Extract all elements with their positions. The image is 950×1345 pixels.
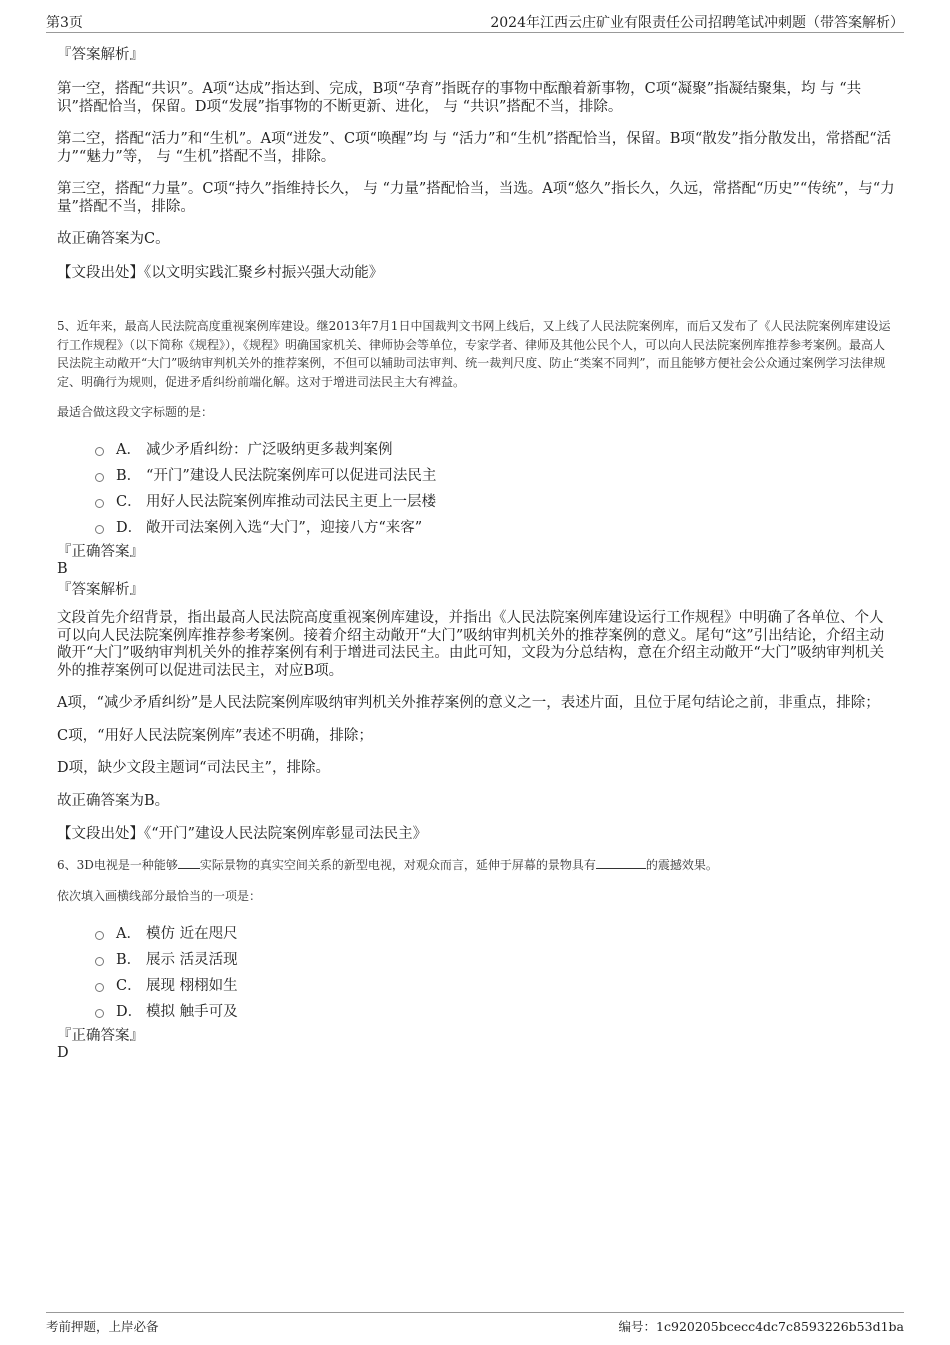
q4-source: 【文段出处】《以文明实践汇聚乡村振兴强大动能》 [57,264,384,281]
option-letter: C． [116,977,142,994]
option-text: 敞开司法案例入选“大门”，迎接八方“来客” [146,519,423,536]
option-text: 用好人民法院案例库推动司法民主更上一层楼 [146,493,436,510]
radio-icon[interactable] [95,499,104,508]
q6-option-d[interactable] [95,997,895,1023]
q5-option-c[interactable] [95,487,895,513]
option-letter: B． [116,951,142,968]
option-text: 展现 栩栩如生 [146,977,238,994]
radio-icon[interactable] [95,983,104,992]
q5-source: 【文段出处】《“开门”建设人民法院案例库彰显司法民主》 [57,826,428,842]
blank-2 [596,856,646,869]
option-letter: A． [116,441,141,458]
radio-icon[interactable] [95,931,104,940]
page-content [57,44,895,1061]
q4-analysis-para-2: 第二空，搭配“活力”和“生机”。A项“迸发”、C项“唤醒”均 与 “活力”和“生机”搭配恰当，保留。B项“散发”指分散发出，常搭配“活力”“魅力”等， 与 “生机”搭配不当，排除。 [57,131,892,165]
q5-option-a[interactable] [95,435,895,461]
blank-1 [178,856,200,869]
q5-option-d[interactable] [95,513,895,539]
q6-stem [57,856,895,875]
q6-stem-part-2: 实际景物的真实空间关系的新型电视，对观众而言，延伸于屏幕的景物具有 [199,857,596,872]
option-text: 模拟 触手可及 [146,1003,238,1020]
option-letter: B． [116,467,142,484]
q6-option-c[interactable] [95,971,895,997]
radio-icon[interactable] [95,525,104,534]
q6-stem-part-3: 的震撼效果。 [645,857,718,872]
radio-icon[interactable] [95,1009,104,1018]
q6-stem-part-1: 6、3D电视是一种能够 [57,857,178,872]
q6-answer-label: 『正确答案』 [57,1028,144,1044]
q6-answer: D [57,1045,69,1061]
option-text: “开门”建设人民法院案例库可以促进司法民主 [146,467,437,484]
q4-analysis-para-3: 第三空，搭配“力量”。C项“持久”指维持长久， 与 “力量”搭配恰当，当选。A项“悠久”指长久，久远，常搭配“历史”“传统”，与“力量”搭配不当，排除。 [57,181,895,215]
page-header [46,10,904,33]
radio-icon[interactable] [95,957,104,966]
q6-option-b[interactable] [95,945,895,971]
q5-analysis-para-1: 文段首先介绍背景，指出最高人民法院高度重视案例库建设，并指出《人民法院案例库建设运行工作规程》中明确了各单位、个人可以向人民法院案例库推荐参考案例。接着介绍主动敞开“大门”吸纳审判机关外的推荐案例的意义。尾句“这”引出结论，介绍主动敞开“大门”吸纳审判机关外的推荐案例有利于增进司法民主。由此可知，文段为分总结构，意在介绍主动敞开“大门”吸纳审判机关外的推荐案例可以促进司法民主，对应B项。 [57,610,885,679]
option-letter: D． [116,1003,143,1020]
q5-stem: 5、近年来，最高人民法院高度重视案例库建设。继2013年7月1日中国裁判文书网上线后，又上线了人民法院案例库，而后又发布了《人民法院案例库建设运行工作规程》（以下简称《规程》），《规程》明确国家机关、律师协会等单位，专家学者、律师及其他公民个人，可以向人民法院案例库推荐参考案例。最高人民法院主动敞开“大门”吸纳审判机关外的推荐案例，不但可以辅助司法审判、统一裁判尺度、防止“类案不同判”，而且能够方便社会公众通过案例学习法律规定、明确行为规则，促进矛盾纠纷前端化解。这对于增进司法民主大有裨益。 [57,319,891,389]
radio-icon[interactable] [95,473,104,482]
option-text: 模仿 近在咫尺 [146,925,238,942]
option-text: 减少矛盾纠纷：广泛吸纳更多裁判案例 [146,441,393,458]
option-letter: C． [116,493,142,510]
q4-conclusion: 故正确答案为C。 [57,231,170,247]
q5-analysis-para-4: D项，缺少文段主题词“司法民主”，排除。 [57,760,330,776]
q5-conclusion: 故正确答案为B。 [57,792,170,809]
q5-prompt: 最适合做这段文字标题的是： [57,405,214,419]
q4-analysis-label: 『答案解析』 [57,47,144,63]
q5-answer: B [57,561,68,577]
q5-analysis-para-3: C项，“用好人民法院案例库”表述不明确，排除； [57,727,373,744]
q6-prompt: 依次填入画横线部分最恰当的一项是： [57,889,262,903]
page-number: 第3页 [46,15,83,31]
page-footer [46,1312,904,1335]
q4-analysis-para-1: 第一空，搭配“共识”。A项“达成”指达到、完成，B项“孕育”指既存的事物中酝酿着新事物，C项“凝聚”指凝结聚集，均 与 “共识”搭配恰当，保留。D项“发展”指事物的不断更新、进化， 与 “共识”搭配不当，排除。 [57,81,862,115]
document-title: 2024年江西云庄矿业有限责任公司招聘笔试冲刺题（带答案解析） [490,15,904,31]
q6-options [95,919,895,1023]
q5-analysis-label: 『答案解析』 [57,582,144,598]
q5-option-b[interactable] [95,461,895,487]
option-letter: D． [116,519,143,536]
footer-slogan: 考前押题，上岸必备 [46,1319,159,1334]
document-id: 编号：1c920205bcecc4dc7c8593226b53d1ba [618,1319,904,1334]
q5-analysis-para-2: A项，“减少矛盾纠纷”是人民法院案例库吸纳审判机关外推荐案例的意义之一，表述片面，且位于尾句结论之前，非重点，排除； [57,695,880,711]
q5-answer-label: 『正确答案』 [57,544,144,560]
q6-option-a[interactable] [95,919,895,945]
option-text: 展示 活灵活现 [146,951,238,968]
radio-icon[interactable] [95,447,104,456]
q5-options [95,435,895,539]
option-letter: A． [116,925,141,942]
